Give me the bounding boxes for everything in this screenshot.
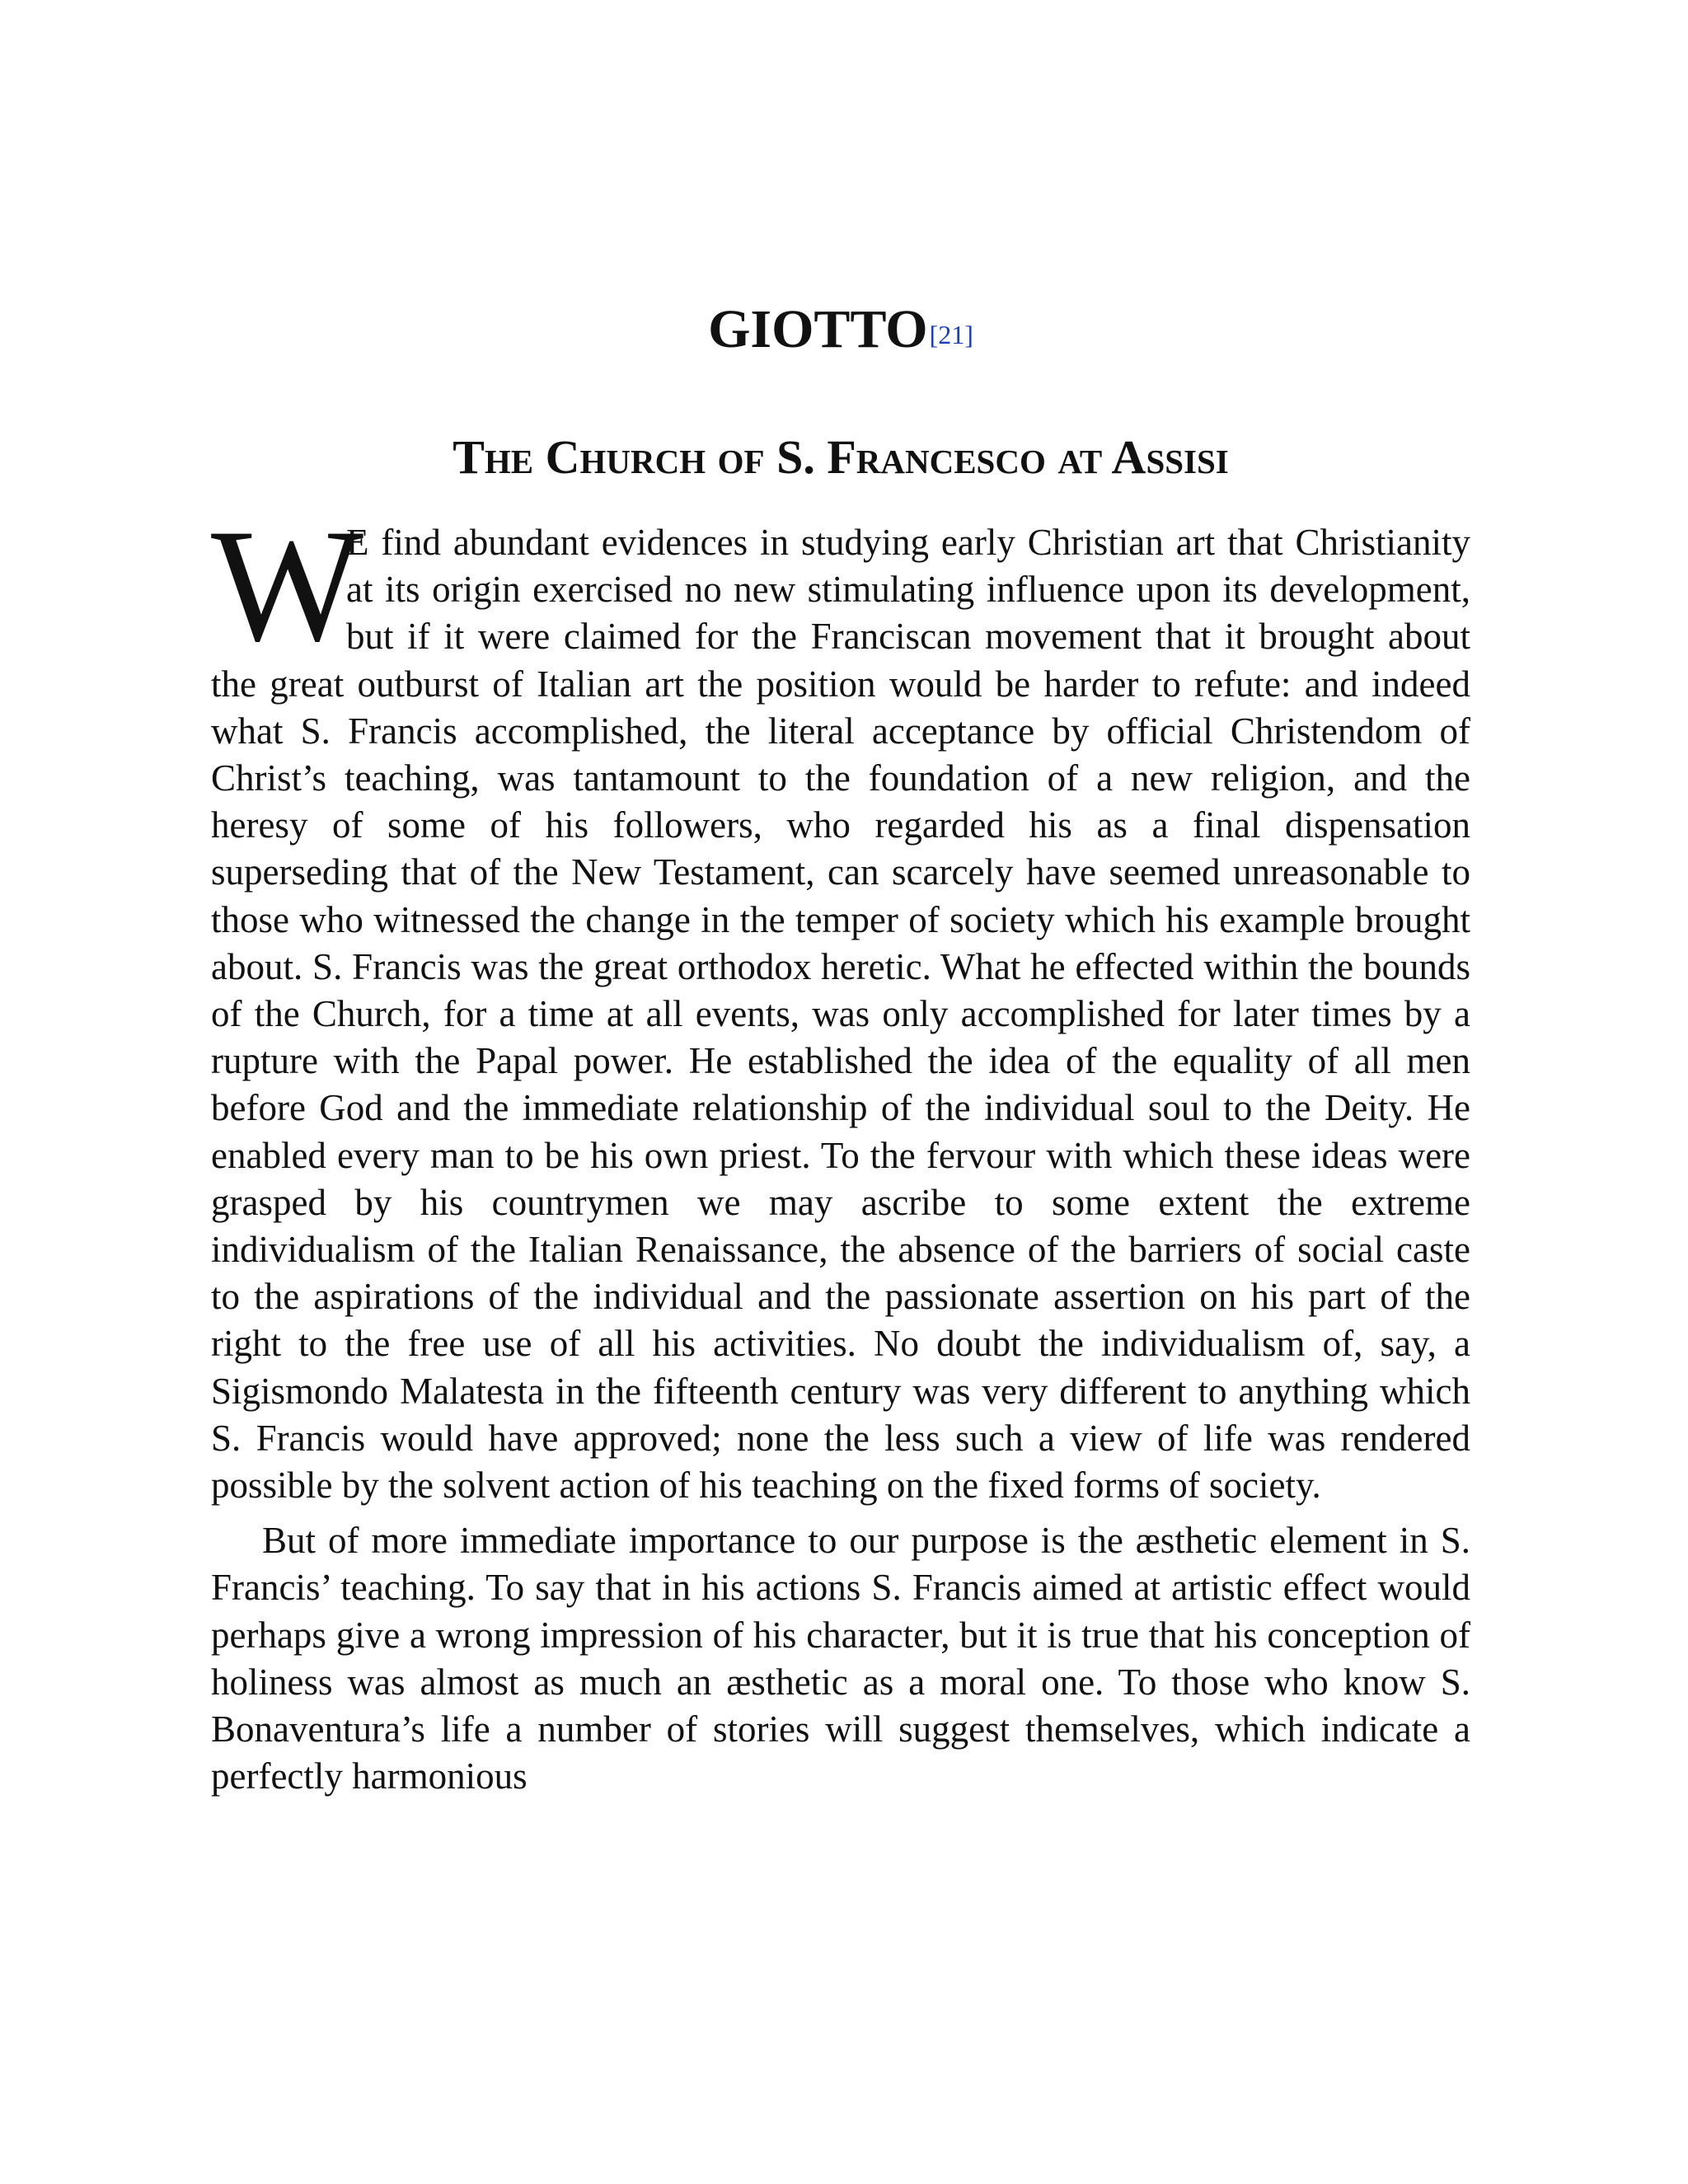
paragraph-1	[211, 496, 1470, 1509]
chapter-title	[211, 297, 1470, 363]
document-page	[211, 297, 1470, 1800]
paragraph-2: But of more immediate importance to our purpose is the æsthetic element in S. Francis’ teaching. To say that in his actions S. Francis aimed at artistic effect would perhaps give a wrong impression of his character, but it is true that his conception of holiness was almost as much an æsthetic as a moral one. To those who know S. Bonaventura’s life a number of stories will suggest themselves, which indicate a perfectly harmonious	[211, 1520, 1470, 1797]
drop-cap-letter: W	[211, 496, 363, 675]
section-subtitle: The Church of S. Francesco at Assisi	[452, 430, 1229, 484]
chapter-title-text: GIOTTO	[708, 299, 928, 359]
paragraph-1-text: E find abundant evidences in studying early Christian art that Christianity at its origin exercised no new stimulating influence upon its development, but if it were claimed for the Franciscan movement that it brought about the great outburst of Italian art the position would be harder to refute: and indeed what S. Francis accomplished, the literal acceptance by official Christendom of Christ’s teaching, was tantamount to the foundation of a new religion, and the heresy of some of his followers, who regarded his as a final dispensation superseding that of the New Testament, can scarcely have seemed unreasonable to those who witnessed the change in the temper of society which his example brought about. S. Francis was the great orthodox heretic. What he effected within the bounds of the Church, for a time at all events, was only accomplished for later times by a rupture with the Papal power. He established the idea of the equality of all men before God and the immediate relationship of the individual soul to the Deity. He enabled every man to be his own priest. To the fervour with which these ideas were grasped by his countrymen we may ascribe to some extent the extreme individualism of the Italian Renaissance, the absence of the barriers of social caste to the aspirations of the individual and the passionate assertion on his part of the right to the free use of all his activities. No doubt the individualism of, say, a Sigismondo Malatesta in the fifteenth century was very different to anything which S. Francis would have approved; none the less such a view of life was rendered possible by the solvent action of his teaching on the fixed forms of society.	[211, 522, 1470, 1507]
footnote-link[interactable]: [21]	[929, 320, 973, 349]
